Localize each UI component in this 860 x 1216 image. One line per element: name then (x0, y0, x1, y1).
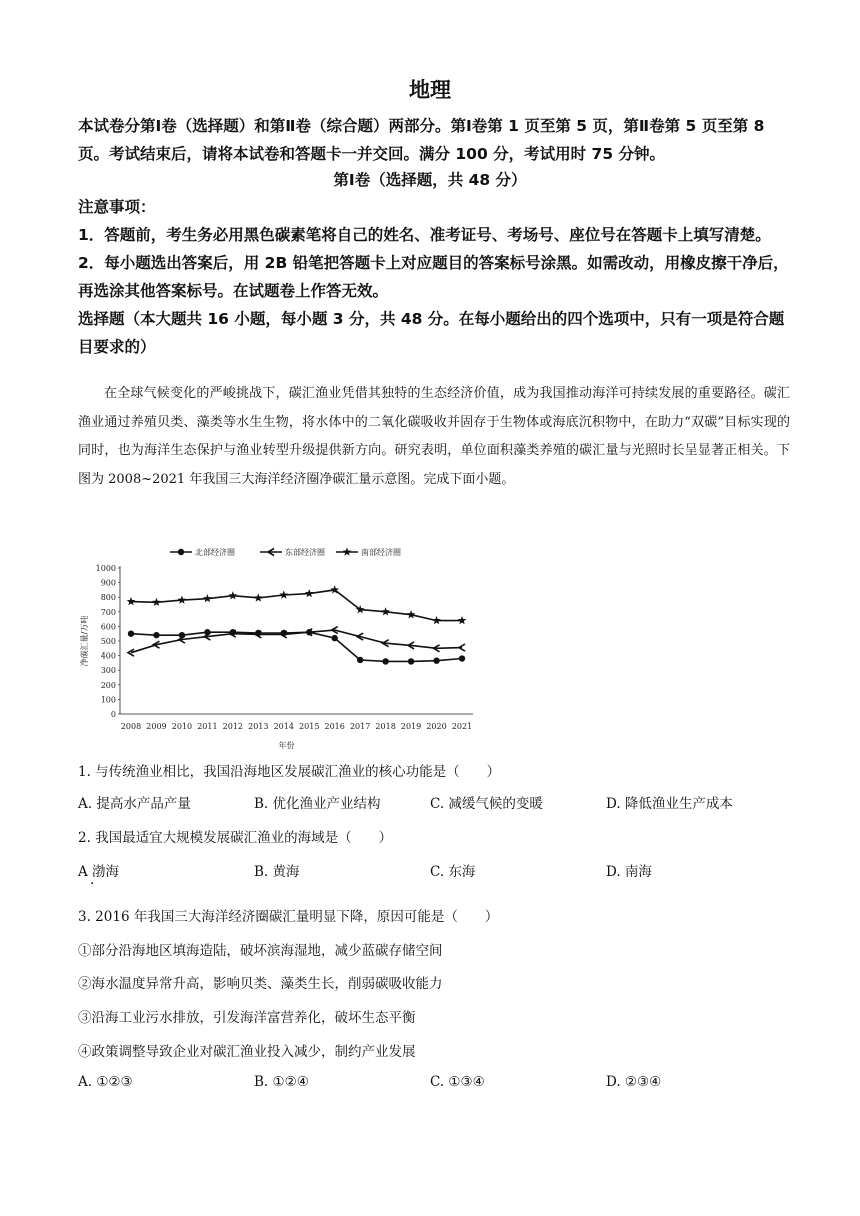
y-tick-labels (96, 564, 120, 719)
x-tick-label: 2011 (197, 722, 218, 731)
question-3-statement-3: ③沿海工业污水排放，引发海洋富营养化，破坏生态平衡 (78, 1010, 416, 1026)
series-point (153, 632, 159, 638)
x-tick-label: 2018 (375, 722, 396, 731)
y-tick-label: 1000 (95, 564, 116, 573)
series-point (127, 597, 136, 605)
series-point (357, 657, 363, 663)
series-point (128, 631, 134, 637)
legend-marker (343, 547, 352, 555)
question-3-option-c[interactable]: C. ①③④ (430, 1074, 485, 1090)
x-tick-labels (121, 722, 472, 731)
series-point (459, 644, 465, 651)
x-tick-label: 2019 (400, 722, 422, 731)
x-tick-label: 2021 (451, 722, 473, 731)
y-axis-label: 净碳汇量/万吨 (80, 615, 89, 667)
question-3-statement-2: ②海水温度异常升高，影响贝类、藻类生长，削弱碳吸收能力 (78, 976, 443, 992)
series-point (178, 596, 187, 604)
x-tick-label: 2020 (426, 722, 447, 731)
x-tick-label: 2017 (349, 722, 371, 731)
series-point (331, 635, 337, 641)
question-3-option-d[interactable]: D. ②③④ (606, 1074, 662, 1090)
notes-heading: 注意事项： (78, 198, 156, 216)
page-title: 地理 (409, 78, 451, 102)
x-tick-label: 2008 (120, 722, 142, 731)
question-1-option-b[interactable]: B. 优化渔业产业结构 (254, 796, 381, 812)
question-1-option-c[interactable]: C. 减缓气候的变暖 (430, 796, 543, 812)
x-tick-label: 2015 (299, 722, 320, 731)
x-tick-label: 2016 (324, 722, 345, 731)
question-2-option-b[interactable]: B. 黄海 (254, 864, 300, 880)
series-point (407, 610, 416, 618)
question-1-option-a[interactable]: A. 提高水产品产量 (78, 796, 191, 812)
question-3-statement-4: ④政策调整导致企业对碳汇渔业投入减少，制约产业发展 (78, 1044, 416, 1060)
reading-passage: 在全球气候变化的严峻挑战下，碳汇渔业凭借其独特的生态经济价值，成为我国推动海洋可持续发展的重要路径。碳汇渔业通过养殖贝类、藻类等水生生物，将水体中的二氧化碳吸收并固存于生物体或海底沉积物中，在助力“双碳”目标实现的同时，也为海洋生态保护与渔业转型升级提供新方向。研究表明，单位面积藻类养殖的碳汇量与光照时长呈显著正相关。下图为 2008~2021 年我国三大海洋经济圈净碳汇量示意图。完成下面小题。 (78, 386, 790, 487)
question-2-option-c[interactable]: C. 东海 (430, 864, 476, 880)
y-tick-label: 700 (100, 607, 116, 617)
y-tick-label: 600 (100, 622, 116, 632)
question-2-option-d[interactable]: D. 南海 (606, 864, 652, 880)
y-tick-label: 900 (100, 578, 116, 588)
question-2-option-a[interactable]: A 渤海 (78, 864, 120, 880)
series-point (381, 607, 390, 615)
series-point (228, 591, 237, 599)
y-tick-label: 400 (100, 651, 116, 661)
y-tick-label: 200 (100, 680, 116, 690)
y-tick-label: 100 (100, 695, 116, 705)
series-point (408, 658, 414, 664)
question-3-option-b[interactable]: B. ①②④ (254, 1074, 309, 1090)
x-tick-label: 2012 (222, 722, 244, 731)
series-point (382, 658, 388, 664)
notes-item-2: 2．每小题选出答案后，用 2B 铅笔把答题卡上对应题目的答案标号涂黑。如需改动，用橡皮擦干净后，再选涂其他答案标号。在试题卷上作答无效。 (78, 254, 789, 300)
section-title: 第Ⅰ卷（选择题，共 48 分） (333, 171, 527, 189)
legend-label: 东部经济圈 (285, 548, 325, 557)
choice-intro: 选择题（本大题共 16 小题，每小题 3 分，共 48 分。在每小题给出的四个选项中，只有一项是符合题目要求的） (78, 310, 785, 356)
question-2-stem: 2. 我国最适宜大规模发展碳汇渔业的海域是（ ） (78, 830, 393, 846)
chart-series (127, 585, 467, 664)
chart-axes (120, 566, 473, 714)
y-tick-label: 0 (110, 710, 116, 719)
chart-legend (170, 547, 401, 557)
question-3-stem: 3. 2016 年我国三大海洋经济圈碳汇量明显下降，原因可能是（ ） (78, 909, 499, 925)
series-point (433, 658, 439, 664)
question-3-option-a[interactable]: A. ①②③ (78, 1074, 133, 1090)
series-point (254, 593, 263, 601)
series-point (203, 594, 212, 602)
x-tick-label: 2009 (146, 722, 167, 731)
x-tick-label: 2010 (171, 722, 193, 731)
question-1-stem: 1. 与传统渔业相比，我国沿海地区发展碳汇渔业的核心功能是（ ） (78, 764, 501, 780)
x-tick-label: 2014 (273, 722, 294, 731)
series-point (459, 655, 465, 661)
legend-marker (178, 549, 184, 555)
stray-dot: · (90, 876, 95, 892)
x-axis-label: 年份 (278, 741, 295, 750)
notes-item-1: 1．答题前，考生务必用黑色碳素笔将自己的姓名、准考证号、考场号、座位号在答题卡上填写清楚。 (78, 226, 771, 244)
series-point (279, 590, 288, 598)
y-tick-label: 800 (100, 593, 116, 603)
series-2 (128, 627, 465, 657)
series-1 (128, 629, 465, 665)
legend-label: 南部经济圈 (361, 548, 401, 557)
series-point (432, 616, 441, 624)
series-3 (127, 585, 467, 624)
question-3-statement-1: ①部分沿海地区填海造陆，破坏滨海湿地，减少蓝碳存储空间 (78, 943, 443, 959)
question-1-option-d[interactable]: D. 降低渔业生产成本 (606, 796, 733, 812)
notes-block (78, 193, 790, 361)
series-point (305, 589, 314, 597)
series-point (458, 616, 467, 624)
exam-intro: 本试卷分第Ⅰ卷（选择题）和第Ⅱ卷（综合题）两部分。第Ⅰ卷第 1 页至第 5 页，第Ⅱ卷第 5 页至第 8 页。考试结束后，请将本试卷和答题卡一并交回。满分 100 分，考试用时 75 分钟。 (78, 117, 765, 163)
y-tick-label: 300 (100, 666, 116, 676)
series-point (152, 598, 161, 606)
y-tick-label: 500 (100, 637, 116, 646)
legend-label: 北部经济圈 (195, 548, 235, 557)
x-tick-label: 2013 (248, 722, 269, 731)
carbon-sink-line-chart (78, 540, 488, 755)
